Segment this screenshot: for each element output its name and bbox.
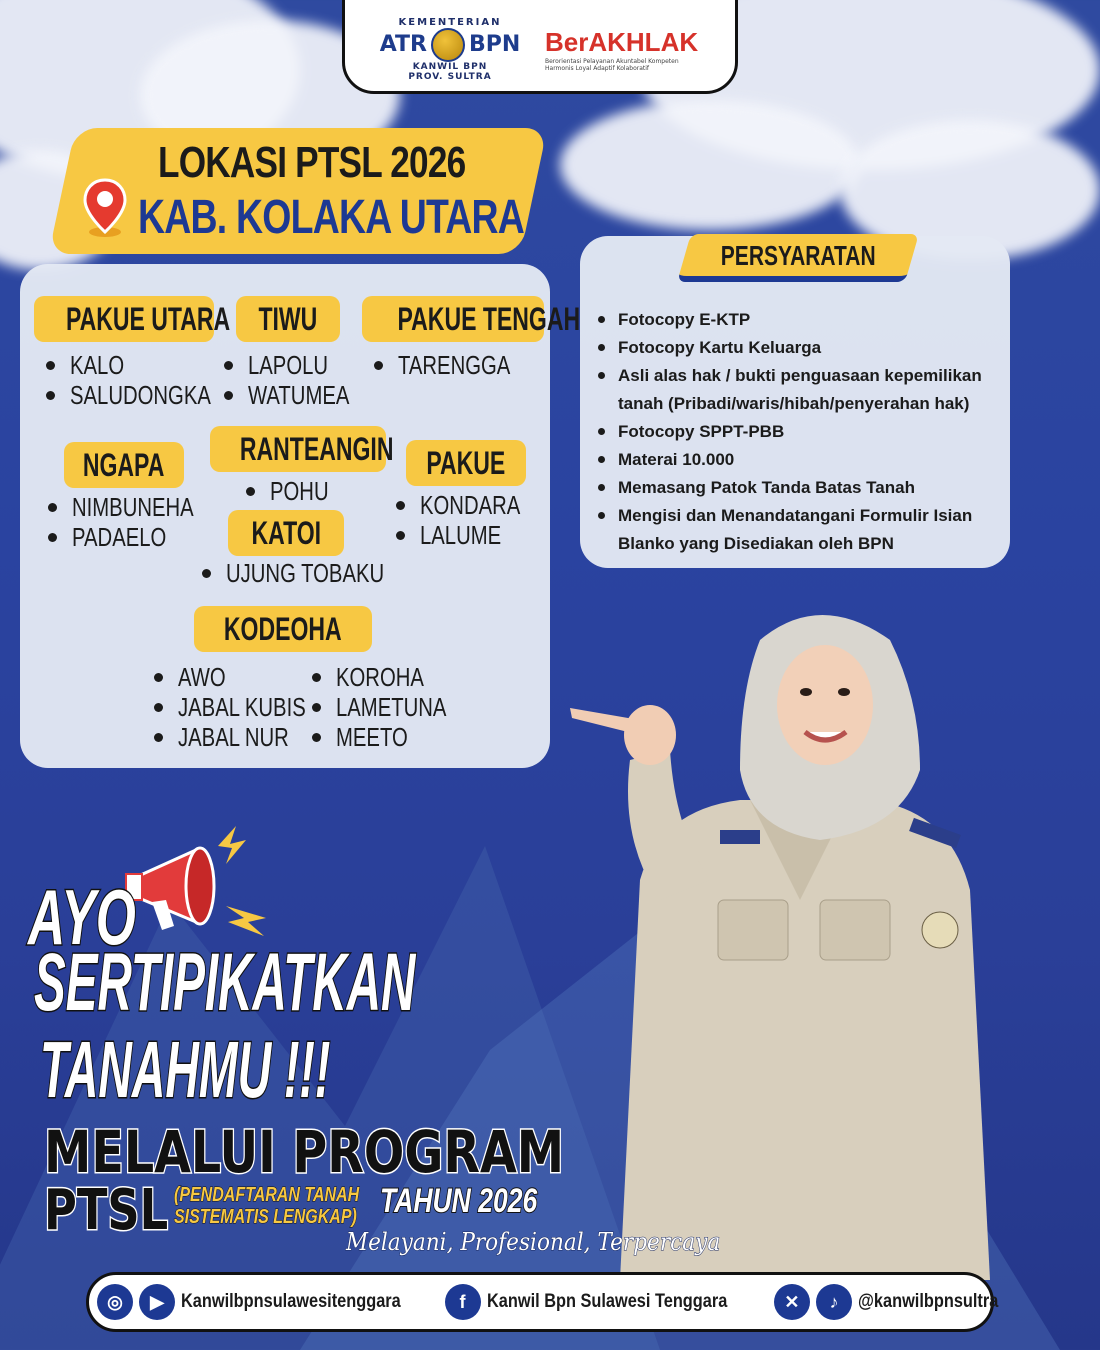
- list-item: POHU: [244, 476, 345, 506]
- village-list: [222, 350, 378, 410]
- social-handle-ig[interactable]: Kanwilbpnsulawesitenggara: [181, 1291, 401, 1312]
- village-list: [310, 662, 478, 752]
- ptsl-text: PTSL: [44, 1178, 169, 1243]
- atr-bpn-logo: [375, 17, 525, 82]
- ptsl-full-name: (PENDAFTARAN TANAH SISTEMATIS LENGKAP): [174, 1184, 360, 1228]
- list-item: Fotocopy SPPT-PBB: [598, 418, 998, 446]
- x-icon[interactable]: ✕: [774, 1284, 810, 1320]
- list-item: LAMETUNA: [310, 692, 478, 722]
- cloud-decoration: [560, 100, 860, 230]
- village-list: [46, 492, 228, 552]
- globe-icon: [431, 28, 465, 62]
- social-bar: [86, 1272, 999, 1332]
- list-item: LAPOLU: [222, 350, 378, 380]
- district-pill: KODEOHA: [194, 606, 372, 652]
- officer-photo: [600, 600, 1000, 1280]
- list-item: KOROHA: [310, 662, 478, 692]
- location-pin-icon: [82, 178, 128, 238]
- list-item: WATUMEA: [222, 380, 378, 410]
- logo-left-text: ATR: [379, 32, 427, 57]
- village-list: [394, 490, 549, 550]
- tiktok-icon[interactable]: ♪: [816, 1284, 852, 1320]
- list-item: Materai 10.000: [598, 446, 998, 474]
- list-item: Asli alas hak / bukti penguasaan kepemilikan tanah (Pribadi/waris/hibah/penyerahan hak): [598, 362, 998, 418]
- youtube-icon[interactable]: ▶: [139, 1284, 175, 1320]
- facebook-icon[interactable]: f: [445, 1284, 481, 1320]
- district-pill: PAKUE TENGAH: [362, 296, 544, 342]
- district-pill: PAKUE UTARA: [34, 296, 214, 342]
- list-item: PADAELO: [46, 522, 228, 552]
- requirements-list: [598, 306, 998, 558]
- slogan-line2: SERTIPIKATKAN: [34, 937, 416, 1028]
- list-item: KONDARA: [394, 490, 549, 520]
- village-list: [200, 558, 429, 588]
- header-logo-box: [342, 0, 738, 94]
- office-line1: KANWIL BPN: [412, 61, 488, 72]
- tagline: Melayani, Profesional, Terpercaya: [346, 1228, 721, 1256]
- title-line1: LOKASI PTSL 2026: [158, 138, 466, 187]
- berakhlak-sub2: Harmonis Loyal Adaptif Kolaboratif: [545, 64, 650, 72]
- district-pill: RANTEANGIN: [210, 426, 386, 472]
- list-item: MEETO: [310, 722, 478, 752]
- list-item: SALUDONGKA: [44, 380, 251, 410]
- logo-right-text: BPN: [468, 32, 521, 57]
- list-item: AWO: [152, 662, 342, 692]
- program-text: MELALUI PROGRAM: [44, 1118, 565, 1186]
- megaphone-icon: [126, 826, 276, 946]
- list-item: JABAL NUR: [152, 722, 342, 752]
- list-item: Mengisi dan Menandatangani Formulir Isian Blanko yang Disediakan oleh BPN: [598, 502, 998, 558]
- list-item: NIMBUNEHA: [46, 492, 228, 522]
- list-item: JABAL KUBIS: [152, 692, 342, 722]
- list-item: KALO: [44, 350, 251, 380]
- list-item: Memasang Patok Tanda Batas Tanah: [598, 474, 998, 502]
- list-item: UJUNG TOBAKU: [200, 558, 429, 588]
- instagram-icon[interactable]: ◎: [97, 1284, 133, 1320]
- village-list: [244, 476, 345, 506]
- title-line2: KAB. KOLAKA UTARA: [138, 191, 525, 244]
- district-pill: TIWU: [236, 296, 340, 342]
- district-pill: KATOI: [228, 510, 344, 556]
- list-item: Fotocopy E-KTP: [598, 306, 998, 334]
- list-item: Fotocopy Kartu Keluarga: [598, 334, 998, 362]
- list-item: TARENGGA: [372, 350, 542, 380]
- district-pill: NGAPA: [64, 442, 184, 488]
- berakhlak-logo: [545, 27, 698, 72]
- berakhlak-sub1: Berorientasi Pelayanan Akuntabel Kompeten: [545, 57, 679, 65]
- year-text: TAHUN 2026: [380, 1182, 538, 1220]
- ministry-label: KEMENTERIAN: [398, 16, 502, 28]
- list-item: LALUME: [394, 520, 549, 550]
- village-list: [372, 350, 542, 380]
- slogan-line1: AYO: [28, 873, 136, 961]
- berakhlak-title: BerAKHLAK: [545, 26, 699, 57]
- office-line2: PROV. SULTRA: [408, 71, 492, 82]
- social-handle-x[interactable]: @kanwilbpnsultra: [857, 1291, 999, 1312]
- slogan-line3: TANAHMU !!!: [40, 1025, 331, 1114]
- district-pill: PAKUE: [406, 440, 526, 486]
- village-list: [44, 350, 251, 410]
- social-handle-fb[interactable]: Kanwil Bpn Sulawesi Tenggara: [486, 1291, 727, 1312]
- requirements-title: PERSYARATAN: [720, 240, 876, 271]
